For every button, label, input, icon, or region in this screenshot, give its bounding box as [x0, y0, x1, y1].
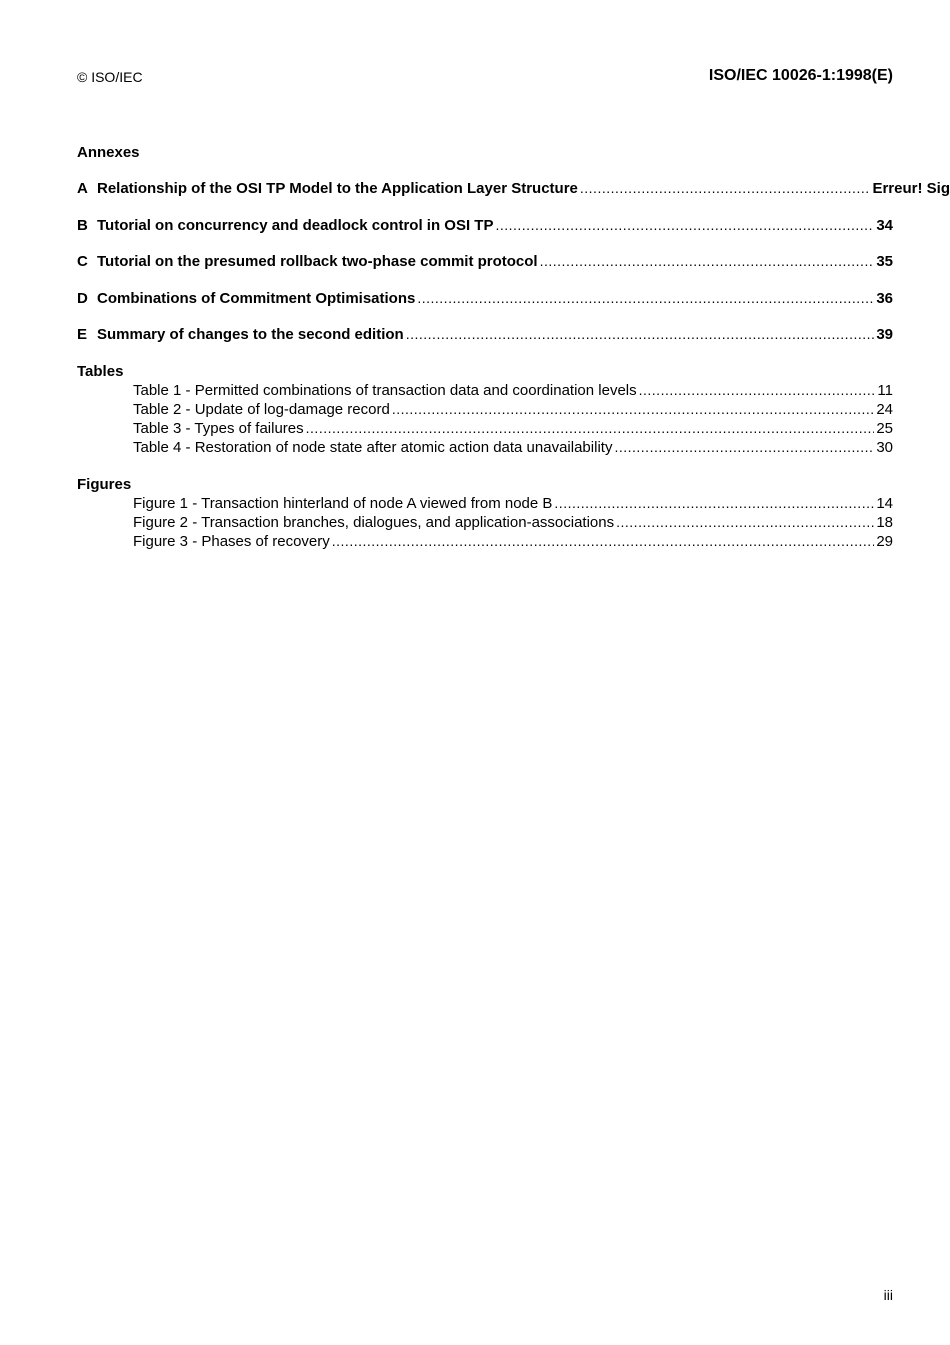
annex-page: 34: [876, 217, 893, 234]
dot-leader: [616, 514, 874, 530]
annex-title: Combinations of Commitment Optimisations: [97, 290, 416, 307]
page-number: iii: [883, 1287, 893, 1303]
annex-page: 35: [876, 253, 893, 270]
figure-title: Figure 1 - Transaction hinterland of node A viewed from node B: [133, 495, 553, 512]
dot-leader: [332, 533, 875, 549]
annex-title: Summary of changes to the second edition: [97, 326, 404, 343]
annex-letter: D: [77, 290, 88, 307]
table-page: 24: [876, 401, 893, 418]
dot-leader: [495, 217, 874, 233]
table-title: Table 2 - Update of log-damage record: [133, 401, 390, 418]
dot-leader: [614, 439, 874, 455]
tables-heading: Tables: [77, 363, 124, 380]
toc-entry-annex-e[interactable]: [77, 326, 893, 343]
toc-entry-annex-c[interactable]: [77, 253, 893, 270]
dot-leader: [306, 420, 875, 436]
annex-letter: A: [77, 180, 88, 197]
table-title: Table 4 - Restoration of node state after atomic action data unavailability: [133, 439, 613, 456]
toc-entry-table-4[interactable]: [133, 439, 893, 456]
toc-entry-annex-a[interactable]: [77, 180, 950, 197]
dot-leader: [540, 253, 875, 269]
annex-letter: B: [77, 217, 88, 234]
dot-leader: [580, 180, 871, 196]
toc-entry-annex-b[interactable]: [77, 217, 893, 234]
copyright-notice: © ISO/IEC: [77, 69, 143, 85]
figure-page: 14: [876, 495, 893, 512]
figure-title: Figure 2 - Transaction branches, dialogues, and application-associations: [133, 514, 615, 531]
dot-leader: [554, 495, 874, 511]
toc-entry-figure-1[interactable]: [133, 495, 893, 512]
annexes-heading: Annexes: [77, 144, 140, 161]
annex-title: Tutorial on concurrency and deadlock control in OSI TP: [97, 217, 494, 234]
annex-page: 36: [876, 290, 893, 307]
toc-entry-figure-2[interactable]: [133, 514, 893, 531]
table-page: 25: [876, 420, 893, 437]
toc-entry-annex-d[interactable]: [77, 290, 893, 307]
toc-entry-table-2[interactable]: [133, 401, 893, 418]
toc-entry-table-1[interactable]: [133, 382, 893, 399]
dot-leader: [406, 326, 875, 342]
dot-leader: [392, 401, 874, 417]
table-title: Table 1 - Permitted combinations of transaction data and coordination levels: [133, 382, 637, 399]
dot-leader: [417, 290, 874, 306]
annex-title: Tutorial on the presumed rollback two-phase commit protocol: [97, 253, 538, 270]
table-page: 11: [877, 382, 893, 399]
annex-letter: E: [77, 326, 88, 343]
annex-page: Erreur! Sig: [872, 180, 950, 197]
figures-heading: Figures: [77, 476, 132, 493]
toc-entry-figure-3[interactable]: [133, 533, 893, 550]
figure-page: 18: [876, 514, 893, 531]
annex-letter: C: [77, 253, 88, 270]
toc-entry-table-3[interactable]: [133, 420, 893, 437]
annex-title: Relationship of the OSI TP Model to the Application Layer Structure: [97, 180, 578, 197]
figure-page: 29: [876, 533, 893, 550]
standard-identifier: ISO/IEC 10026-1:1998(E): [708, 67, 893, 84]
dot-leader: [639, 382, 876, 398]
table-page: 30: [876, 439, 893, 456]
table-title: Table 3 - Types of failures: [133, 420, 304, 437]
figure-title: Figure 3 - Phases of recovery: [133, 533, 330, 550]
annex-page: 39: [876, 326, 893, 343]
page-header: [77, 67, 893, 87]
